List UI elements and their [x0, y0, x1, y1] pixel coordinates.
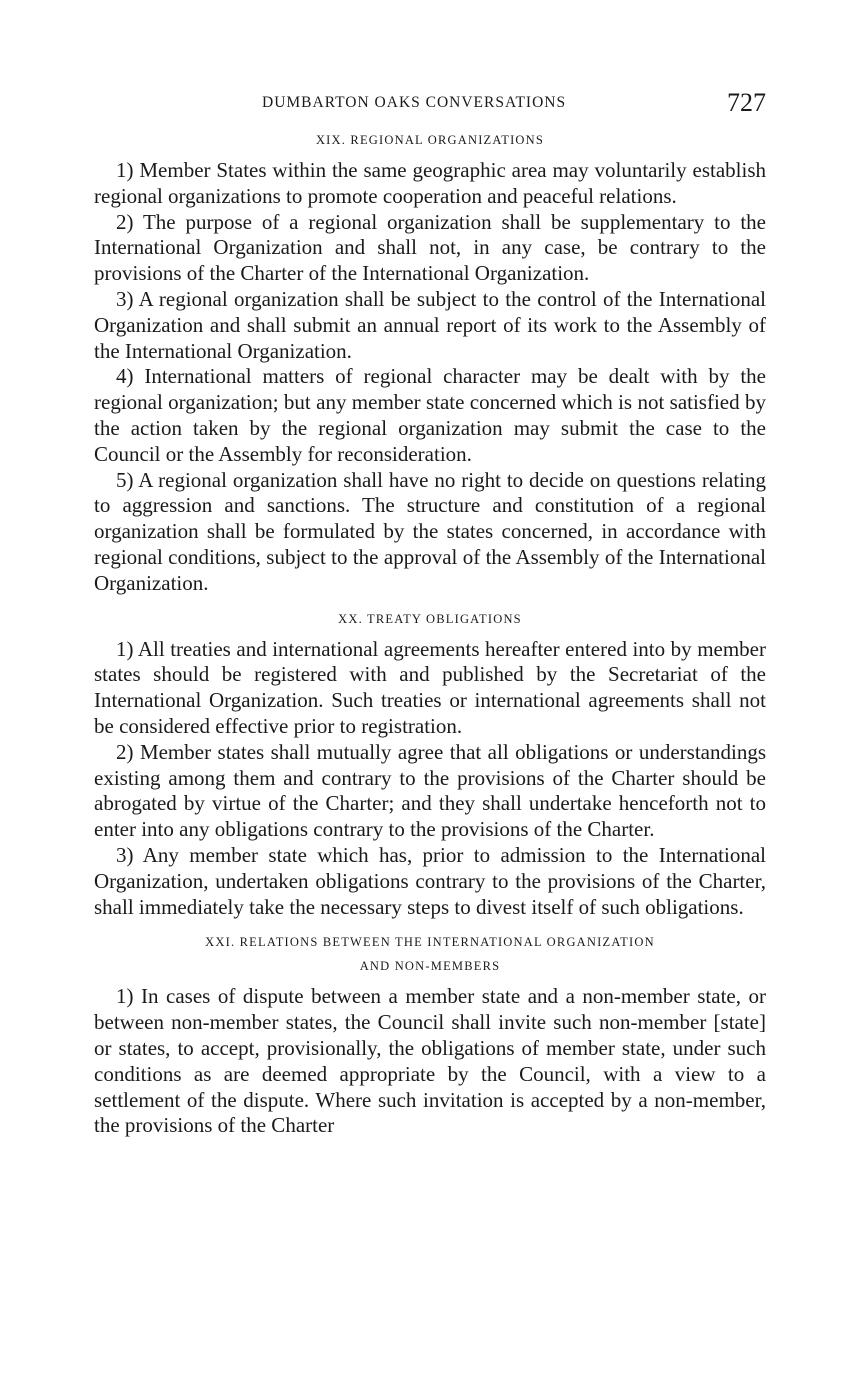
paragraph: 1) In cases of dispute between a member state and a non-member state, or between non-member states, the Council shall invite such non-member [state] or states, to accept, provisionally, the obligations of member state, under such conditions as are deemed appropriate by the Council, with a view to a settlement of the dispute. Where such invitation is accepted by a non-member, the provisions of the Charter: [94, 984, 766, 1138]
section-heading: XX. TREATY OBLIGATIONS: [338, 611, 522, 626]
paragraph: 3) Any member state which has, prior to admission to the International Organization, undertaken obligations contrary to the provisions of the Charter, shall immediately take the necessary steps to divest itself of such obligations.: [94, 842, 766, 919]
page-number: 727: [727, 88, 766, 117]
section-relations-non-members: [94, 930, 766, 1139]
section-treaty-obligations: [94, 607, 766, 921]
running-head: [94, 88, 766, 128]
paragraph: 2) Member states shall mutually agree that all obligations or understandings existing among them and contrary to the provisions of the Charter should be abrogated by virtue of the Charter; and they shall undertake henceforth not to enter into any obligations contrary to the provisions of the Charter.: [94, 739, 766, 842]
section-heading-line: AND NON-MEMBERS: [359, 959, 501, 974]
running-title: DUMBARTON OAKS CONVERSATIONS: [262, 94, 567, 111]
paragraph: 3) A regional organization shall be subject to the control of the International Organization and shall submit an annual report of its work to the Assembly of the International Organization.: [94, 286, 766, 363]
paragraph: 1) All treaties and international agreements hereafter entered into by member states should be registered with and published by the Secretariat of the International Organization. Such treaties or international agreements shall not be considered effective prior to registration.: [94, 636, 766, 738]
section-heading-line: XXI. RELATIONS BETWEEN THE INTERNATIONAL ORGANIZATION: [205, 935, 655, 950]
paragraph: 4) International matters of regional character may be dealt with by the regional organization; but any member state concerned which is not satisfied by the action taken by the regional organization may submit the case to the Council or the Assembly for reconsideration.: [94, 364, 766, 466]
document-page: [94, 88, 766, 1149]
section-heading: XIX. REGIONAL ORGANIZATIONS: [315, 133, 545, 147]
section-heading: [94, 930, 766, 978]
paragraph: 2) The purpose of a regional organization shall be supplementary to the International Organization and shall not, in any case, be contrary to the provisions of the Charter of the International Organization.: [94, 209, 766, 286]
paragraph: 5) A regional organization shall have no right to decide on questions relating to aggression and sanctions. The structure and constitution of a regional organization shall be formulated by the states concerned, in accordance with regional conditions, subject to the approval of the Assembly of the International Organization.: [94, 467, 766, 595]
section-regional-organizations: [94, 128, 766, 597]
paragraph: 1) Member States within the same geographic area may voluntarily establish regional organizations to promote cooperation and peaceful relations.: [94, 158, 766, 208]
